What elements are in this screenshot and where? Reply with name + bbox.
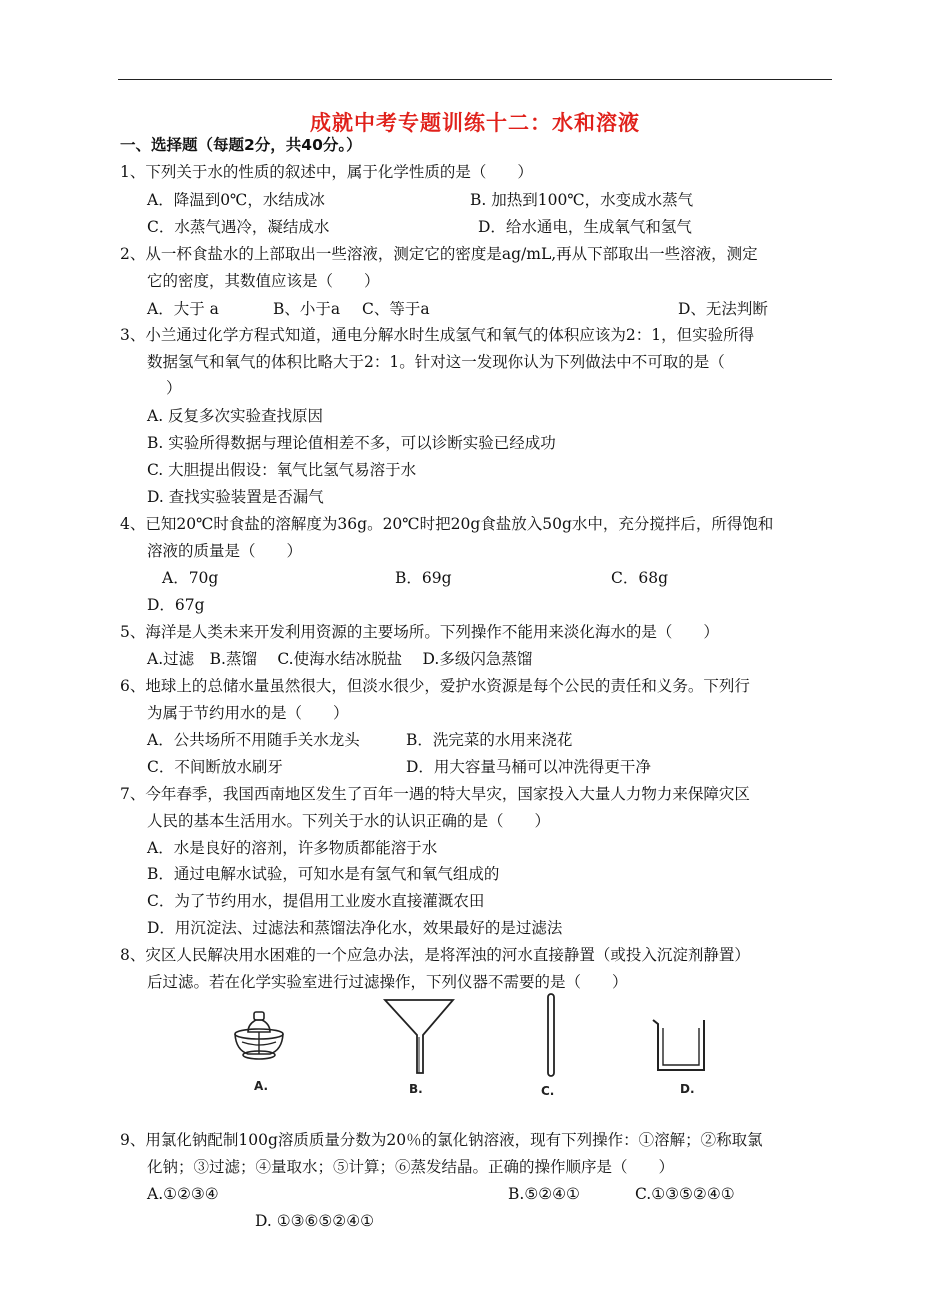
figure-label-b: B. bbox=[409, 1082, 423, 1096]
q6-option-c: C．不间断放水刷牙 bbox=[147, 758, 283, 776]
q3-option-d: D. 查找实验装置是否漏气 bbox=[147, 488, 324, 506]
q6-option-b: B．洗完菜的水用来浇花 bbox=[406, 731, 573, 749]
figure-label-d: D. bbox=[680, 1082, 695, 1096]
q6-option-d: D．用大容量马桶可以冲洗得更干净 bbox=[406, 758, 651, 776]
q8-stem-line1: 8、灾区人民解决用水困难的一个应急办法，是将浑浊的河水直接静置（或投入沉淀剂静置） bbox=[120, 946, 750, 964]
q1-stem: 1、下列关于水的性质的叙述中，属于化学性质的是（ ） bbox=[120, 163, 533, 181]
q6-option-a: A．公共场所不用随手关水龙头 bbox=[147, 731, 360, 749]
q8-stem-line2: 后过滤。若在化学实验室进行过滤操作，下列仪器不需要的是（ ） bbox=[147, 973, 628, 991]
q1-option-d: D．给水通电，生成氧气和氢气 bbox=[478, 218, 692, 236]
q4-stem-line1: 4、已知20℃时食盐的溶解度为36g。20℃时把20g食盐放入50g水中，充分搅拌后，所得饱和 bbox=[120, 515, 774, 533]
q3-option-a: A. 反复多次实验查找原因 bbox=[147, 407, 324, 425]
beaker-figure bbox=[650, 1016, 710, 1074]
q2-option-a: A．大于 a bbox=[147, 300, 219, 318]
q6-stem-line1: 6、地球上的总储水量虽然很大，但淡水很少，爱护水资源是每个公民的责任和义务。下列行 bbox=[120, 677, 750, 695]
section-heading: 一、选择题（每题2分，共40分。） bbox=[120, 136, 362, 154]
q7-option-d: D．用沉淀法、过滤法和蒸馏法净化水，效果最好的是过滤法 bbox=[147, 919, 563, 937]
q2-option-c: C、等于a bbox=[362, 300, 430, 318]
q1-option-b: B. 加热到100℃，水变成水蒸气 bbox=[470, 191, 694, 209]
glass-rod-figure bbox=[544, 992, 558, 1078]
alcohol-lamp-figure bbox=[228, 1008, 290, 1070]
q7-option-c: C．为了节约用水，提倡用工业废水直接灌溉农田 bbox=[147, 892, 485, 910]
q2-option-d: D、无法判断 bbox=[678, 300, 768, 318]
q4-option-b: B．69g bbox=[395, 569, 452, 587]
figure-label-c: C. bbox=[541, 1084, 555, 1098]
q7-stem-line2: 人民的基本生活用水。下列关于水的认识正确的是（ ） bbox=[147, 812, 551, 830]
header-rule bbox=[118, 79, 832, 80]
q3-stem-line2: 数据氢气和氧气的体积比略大于2：1。针对这一发现你认为下列做法中不可取的是（ bbox=[147, 353, 725, 371]
q9-option-d: D. ①③⑥⑤②④① bbox=[255, 1212, 374, 1230]
page-title: 成就中考专题训练十二：水和溶液 bbox=[310, 111, 640, 135]
q1-option-c: C．水蒸气遇冷，凝结成水 bbox=[147, 218, 330, 236]
q7-stem-line1: 7、今年春季，我国西南地区发生了百年一遇的特大旱灾，国家投入大量人力物力来保障灾区 bbox=[120, 785, 750, 803]
q9-stem-line2: 化钠；③过滤；④量取水；⑤计算；⑥蒸发结晶。正确的操作顺序是（ ） bbox=[147, 1158, 675, 1176]
q2-option-b: B、小于a bbox=[273, 300, 341, 318]
q3-stem-line1: 3、小兰通过化学方程式知道，通电分解水时生成氢气和氧气的体积应该为2：1，但实验所得 bbox=[120, 326, 755, 344]
q2-stem-line1: 2、从一杯食盐水的上部取出一些溶液，测定它的密度是ag/mL,再从下部取出一些溶液，测定 bbox=[120, 245, 758, 263]
q3-stem-line3: ） bbox=[166, 379, 182, 397]
funnel-figure bbox=[381, 997, 457, 1077]
q6-stem-line2: 为属于节约用水的是（ ） bbox=[147, 704, 349, 722]
q7-option-b: B．通过电解水试验，可知水是有氢气和氧气组成的 bbox=[147, 865, 500, 883]
q7-option-a: A．水是良好的溶剂，许多物质都能溶于水 bbox=[147, 839, 438, 857]
q1-option-a: A．降温到0℃，水结成冰 bbox=[147, 191, 325, 209]
q9-option-b: B.⑤②④① bbox=[508, 1185, 580, 1203]
q4-stem-line2: 溶液的质量是（ ） bbox=[147, 542, 303, 560]
q5-stem: 5、海洋是人类未来开发利用资源的主要场所。下列操作不能用来淡化海水的是（ ） bbox=[120, 623, 719, 641]
q4-option-a: A．70g bbox=[162, 569, 219, 587]
q3-option-c: C. 大胆提出假设：氧气比氢气易溶于水 bbox=[147, 461, 417, 479]
q4-option-c: C．68g bbox=[611, 569, 669, 587]
q5-options: A.过滤 B.蒸馏 C.使海水结冰脱盐 D.多级闪急蒸馏 bbox=[147, 650, 533, 668]
figure-label-a: A. bbox=[254, 1079, 269, 1093]
q3-option-b: B. 实验所得数据与理论值相差不多，可以诊断实验已经成功 bbox=[147, 434, 556, 452]
q9-option-a: A.①②③④ bbox=[147, 1185, 219, 1203]
q9-option-c: C.①③⑤②④① bbox=[635, 1185, 735, 1203]
q9-stem-line1: 9、用氯化钠配制100g溶质质量分数为20％的氯化钠溶液，现有下列操作：①溶解；②称取氯 bbox=[120, 1131, 763, 1149]
q4-option-d: D．67g bbox=[147, 596, 205, 614]
q2-stem-line2: 它的密度，其数值应该是（ ） bbox=[147, 272, 380, 290]
